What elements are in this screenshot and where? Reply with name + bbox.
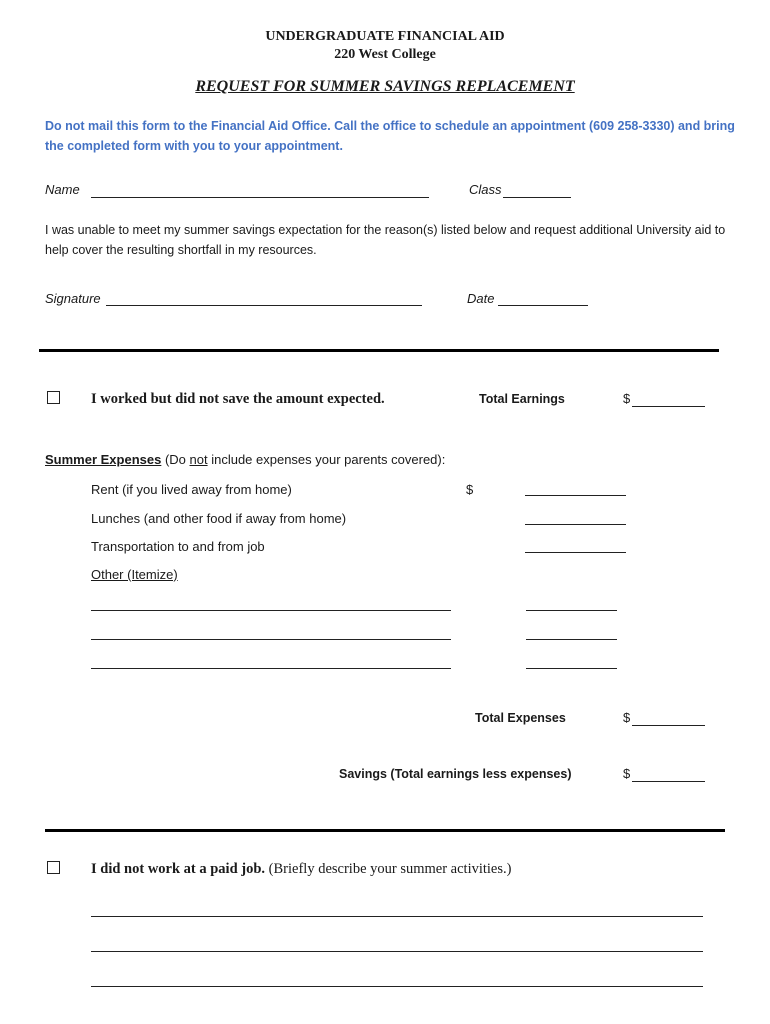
no-work-option-label: I did not work at a paid job. [91, 861, 266, 877]
earnings-currency: $ [623, 391, 631, 406]
name-field[interactable] [91, 197, 429, 198]
savings-field[interactable] [632, 781, 705, 782]
office-address: 220 West College [334, 47, 436, 62]
savings-currency: $ [623, 766, 631, 781]
no-work-checkbox[interactable] [47, 861, 60, 874]
total-earnings-field[interactable] [632, 406, 705, 407]
office-name: UNDERGRADUATE FINANCIAL AID [265, 29, 505, 44]
worked-option-label: I worked but did not save the amount expected. [91, 391, 385, 407]
other-item-2-field[interactable] [91, 639, 451, 640]
class-field[interactable] [503, 197, 571, 198]
expenses-heading: Summer Expenses [45, 452, 162, 467]
expenses-total-currency: $ [623, 710, 631, 725]
expense-rent-label: Rent (if you lived away from home) [91, 482, 292, 497]
other-amount-1-field[interactable] [526, 610, 617, 611]
expense-transport-label: Transportation to and from job [91, 539, 265, 554]
expense-lunches-field[interactable] [525, 524, 626, 525]
expense-transport-field[interactable] [525, 552, 626, 553]
statement-text: I was unable to meet my summer savings expectation for the reason(s) listed below and request additional University aid to help cover the resulting shortfall in my resources. [45, 223, 726, 257]
other-itemize-label: Other (Itemize) [91, 567, 178, 582]
expense-rent-field[interactable] [525, 495, 626, 496]
savings-label: Savings (Total earnings less expenses) [339, 767, 572, 781]
total-earnings-label: Total Earnings [479, 392, 565, 406]
name-label: Name [45, 182, 80, 197]
description-line-1[interactable] [91, 916, 703, 917]
other-amount-3-field[interactable] [526, 668, 617, 669]
expenses-note-not: not [189, 452, 208, 467]
total-expenses-label: Total Expenses [475, 711, 566, 725]
form-title: REQUEST FOR SUMMER SAVINGS REPLACEMENT [195, 78, 575, 95]
description-line-2[interactable] [91, 951, 703, 952]
signature-label: Signature [45, 291, 101, 306]
expense-currency: $ [466, 482, 474, 497]
total-expenses-field[interactable] [632, 725, 705, 726]
expenses-note-post: include expenses your parents covered): [207, 452, 446, 467]
date-label: Date [467, 291, 495, 306]
section-divider-1 [39, 349, 719, 352]
notice-text: Do not mail this form to the Financial Aid Office. Call the office to schedule an appointment (609 258-3330) and bring the completed form with you to your appointment. [45, 119, 735, 153]
expenses-heading-row [45, 452, 445, 467]
section-divider-2 [45, 829, 725, 832]
class-label: Class [469, 182, 502, 197]
signature-field[interactable] [106, 305, 422, 306]
expenses-note-pre: (Do [161, 452, 190, 467]
no-work-option-row [91, 861, 511, 878]
other-item-3-field[interactable] [91, 668, 451, 669]
description-line-3[interactable] [91, 986, 703, 987]
date-field[interactable] [498, 305, 588, 306]
other-item-1-field[interactable] [91, 610, 451, 611]
worked-checkbox[interactable] [47, 391, 60, 404]
no-work-option-note: (Briefly describe your summer activities.) [268, 861, 512, 877]
other-amount-2-field[interactable] [526, 639, 617, 640]
expense-lunches-label: Lunches (and other food if away from home) [91, 511, 347, 526]
